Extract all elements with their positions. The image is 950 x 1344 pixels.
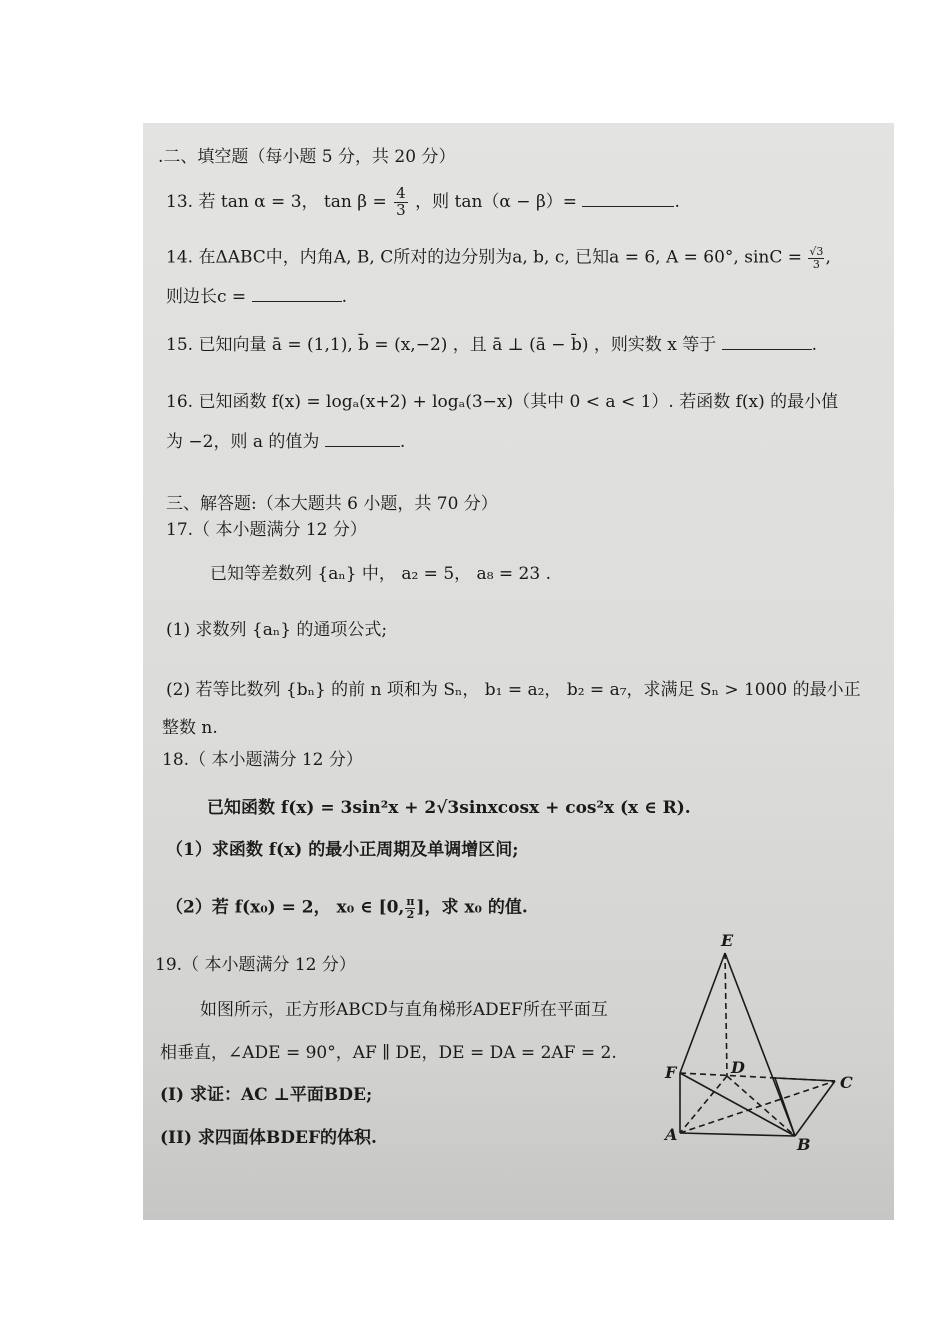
q18-pi-over-2: $\frac{\pi}{2}$ <box>406 895 415 921</box>
q13-number: 13. <box>166 191 194 212</box>
label-F: F <box>665 1063 677 1082</box>
edge-AB <box>680 1133 795 1136</box>
q13-fraction: $\frac{4}{3}$ <box>396 184 406 219</box>
geometry-figure <box>655 928 870 1158</box>
edge-EB <box>725 953 795 1136</box>
q15-answer-blank <box>722 345 812 350</box>
q18-part-1: （1）求函数 f(x) 的最小正周期及单调增区间; <box>166 840 519 860</box>
q17-part-2: (2) 若等比数列 {bₙ} 的前 n 项和为 Sₙ， b₁ = a₂， b₂ = a₇，求满足 Sₙ > 1000 的最小正 <box>166 680 861 700</box>
q14-fraction: $\frac{√3}{3}$ <box>809 245 824 271</box>
edge-ED <box>725 953 727 1076</box>
label-C: C <box>840 1073 853 1092</box>
question-14-line-1: 14. 在ΔABC中，内角A, B, C所对的边分别为a, b, c, 已知a = 6, A = 60°, sinC = $\frac{√3}{3}$, <box>166 245 831 271</box>
question-13: 13. 若 tan α = 3， tan β = $\frac{4}{3}$ ，则 tan（α − β）= . <box>166 184 680 219</box>
q18-heading: 18.（ 本小题满分 12 分） <box>162 750 363 770</box>
q18-given: 已知函数 f(x) = 3sin²x + 2√3sinxcosx + cos²x (x ∈ R). <box>207 798 691 818</box>
edge-AC <box>680 1081 835 1133</box>
q14-text: 14. 在ΔABC中，内角A, B, C所对的边分别为a, b, c, 已知a = 6, A = 60°, sinC = <box>166 247 808 268</box>
label-B: B <box>797 1135 811 1154</box>
q14-answer-blank <box>252 297 342 302</box>
q13-text: 若 tan α = 3， tan β = <box>198 191 393 212</box>
q16-answer-blank <box>325 442 400 447</box>
q18-part-2: （2）若 f(x₀) = 2， x₀ ∈ [0, $\frac{\pi}{2}$]，求 x₀ 的值. <box>166 895 528 921</box>
q19-part-2: (II) 求四面体BDEF的体积. <box>160 1128 377 1148</box>
q19-line-2: 相垂直，∠ADE = 90°，AF ∥ DE，DE = DA = 2AF = 2. <box>160 1043 617 1063</box>
question-16-line-1: 16. 已知函数 f(x) = logₐ(x+2) + logₐ(3−x)（其中 0 < a < 1）. 若函数 f(x) 的最小值 <box>166 392 839 412</box>
q17-part-1: (1) 求数列 {aₙ} 的通项公式; <box>166 620 388 640</box>
question-15: 15. 已知向量 ā = (1,1), b̄ = (x,−2) ，且 ā ⊥ (ā − b̄) ，则实数 x 等于 . <box>166 335 818 355</box>
q13-answer-blank <box>582 202 674 207</box>
section-2-heading: .二、填空题（每小题 5 分，共 20 分） <box>158 147 456 167</box>
edge-FB <box>680 1073 795 1136</box>
edge-FC <box>680 1073 835 1081</box>
question-14-line-2: 则边长c = . <box>166 287 347 307</box>
section-3-heading: 三、解答题:（本大题共 6 小题，共 70 分） <box>166 494 498 514</box>
label-A: A <box>665 1125 678 1144</box>
edge-EF <box>680 953 725 1073</box>
q17-part-2-cont: 整数 n. <box>162 718 218 738</box>
label-E: E <box>721 931 734 950</box>
q17-given: 已知等差数列 {aₙ} 中， a₂ = 5， a₈ = 23 . <box>210 564 551 584</box>
q19-heading: 19.（ 本小题满分 12 分） <box>155 955 356 975</box>
q17-heading: 17.（ 本小题满分 12 分） <box>166 520 367 540</box>
question-16-line-2: 为 −2，则 a 的值为 . <box>166 432 406 452</box>
label-D: D <box>731 1058 745 1077</box>
q13-tail: ，则 tan（α − β）= <box>415 191 578 212</box>
q19-part-1: (I) 求证：AC ⊥平面BDE; <box>160 1085 373 1105</box>
q19-line-1: 如图所示，正方形ABCD与直角梯形ADEF所在平面互 <box>200 1000 608 1020</box>
edge-BC <box>795 1081 835 1136</box>
